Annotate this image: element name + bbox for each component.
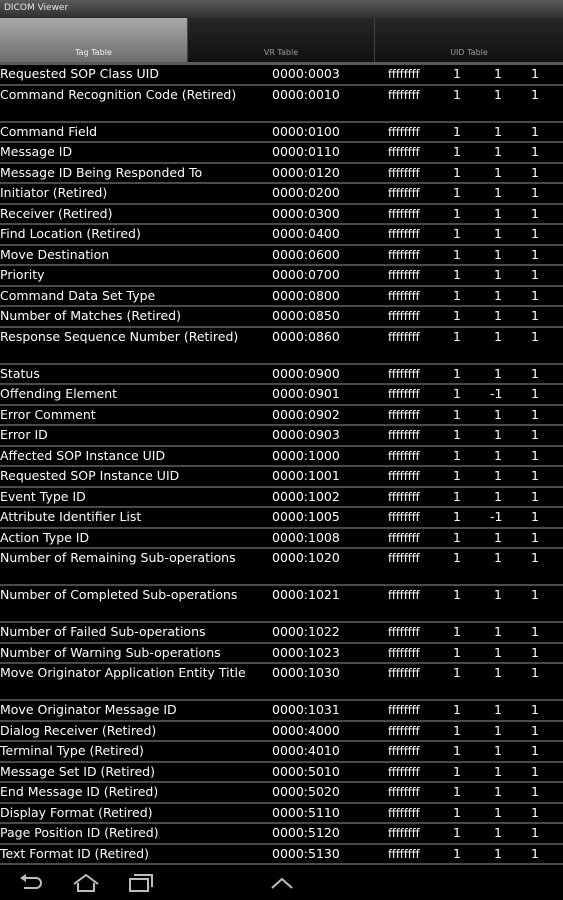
value-b: 1: [494, 86, 502, 102]
table-row[interactable]: [0, 644, 563, 665]
table-row[interactable]: [0, 225, 563, 246]
value-b: 1: [494, 246, 502, 262]
tag-number: 0000:1005: [272, 509, 340, 524]
value-b: 1: [494, 722, 502, 738]
back-icon[interactable]: [18, 874, 44, 892]
value-b: 1: [494, 406, 502, 422]
value-b: 1: [494, 66, 502, 81]
tag-mask: ffffffff: [388, 67, 420, 81]
tag-name: Move Originator Application Entity Title: [0, 665, 246, 680]
tag-name: Message ID: [0, 144, 73, 159]
value-a: 1: [453, 123, 461, 139]
value-c: 1: [531, 743, 539, 758]
tag-mask: ffffffff: [388, 489, 420, 504]
value-b: 1: [494, 743, 502, 758]
tag-number: 0000:1031: [272, 702, 340, 717]
table-row[interactable]: [0, 742, 563, 763]
tab-bar: [0, 18, 563, 65]
tag-number: 0000:5020: [272, 784, 340, 799]
value-c: 1: [531, 447, 539, 463]
table-row[interactable]: [0, 447, 563, 468]
value-a: 1: [453, 509, 461, 524]
tag-name: Error ID: [0, 427, 48, 442]
table-row[interactable]: [0, 664, 563, 701]
tag-number: 0000:1001: [272, 468, 340, 483]
value-b: 1: [494, 550, 502, 565]
value-b: 1: [494, 665, 502, 680]
tag-name: Dialog Receiver (Retired): [0, 722, 157, 738]
tab-uid-table[interactable]: UID Table: [374, 18, 563, 62]
value-a: 1: [453, 226, 461, 241]
tag-number: 0000:1022: [272, 624, 340, 639]
value-a: 1: [453, 205, 461, 221]
value-b: 1: [494, 644, 502, 660]
table-row[interactable]: [0, 722, 563, 743]
tag-name: Attribute Identifier List: [0, 509, 142, 524]
value-a: 1: [453, 308, 461, 323]
value-a: 1: [453, 267, 461, 282]
tag-number: 0000:4000: [272, 722, 340, 738]
table-row[interactable]: [0, 467, 563, 488]
tag-name: Offending Element: [0, 386, 118, 401]
recent-apps-icon[interactable]: [128, 874, 154, 892]
value-a: 1: [453, 743, 461, 758]
tag-name: Command Recognition Code (Retired): [0, 86, 237, 102]
table-row[interactable]: [0, 783, 563, 804]
tag-number: 0000:1020: [272, 550, 340, 565]
value-a: 1: [453, 644, 461, 660]
tag-name: Requested SOP Instance UID: [0, 468, 180, 483]
tag-mask: ffffffff: [388, 206, 420, 221]
value-a: 1: [453, 702, 461, 717]
table-row[interactable]: [0, 804, 563, 825]
value-c: 1: [531, 845, 539, 861]
table-row[interactable]: [0, 824, 563, 845]
tag-mask: ffffffff: [388, 227, 420, 241]
value-a: 1: [453, 624, 461, 639]
value-a: 1: [453, 722, 461, 738]
tag-number: 0000:0110: [272, 144, 340, 159]
value-a: 1: [453, 328, 461, 344]
tag-number: 0000:0902: [272, 406, 340, 422]
tag-mask: ffffffff: [388, 588, 420, 602]
tag-number: 0000:0860: [272, 328, 340, 344]
value-a: 1: [453, 406, 461, 422]
tag-number: 0000:1021: [272, 587, 340, 602]
tag-list[interactable]: [0, 65, 563, 865]
tag-name: Event Type ID: [0, 488, 86, 504]
tag-name: Command Data Set Type: [0, 287, 156, 303]
value-b: 1: [494, 287, 502, 303]
table-row[interactable]: [0, 65, 563, 86]
tag-number: 0000:1008: [272, 529, 340, 545]
tag-mask: ffffffff: [388, 666, 420, 680]
tag-number: 0000:5010: [272, 763, 340, 779]
table-row[interactable]: [0, 307, 563, 328]
home-icon[interactable]: [72, 874, 100, 892]
table-row[interactable]: [0, 701, 563, 722]
value-b: 1: [494, 164, 502, 180]
tag-mask: ffffffff: [388, 785, 420, 799]
value-b: 1: [494, 427, 502, 442]
value-b: 1: [494, 308, 502, 323]
tag-name: Error Comment: [0, 406, 96, 422]
tag-number: 0000:5110: [272, 804, 340, 820]
app-title: DICOM Viewer: [4, 3, 69, 13]
tag-name: Number of Warning Sub-operations: [0, 644, 221, 660]
value-a: 1: [453, 845, 461, 861]
value-c: 1: [531, 488, 539, 504]
tag-mask: ffffffff: [388, 764, 420, 779]
table-row[interactable]: [0, 763, 563, 784]
table-row[interactable]: [0, 205, 563, 226]
value-c: 1: [531, 427, 539, 442]
tag-mask: ffffffff: [388, 625, 420, 639]
tag-mask: ffffffff: [388, 723, 420, 738]
value-a: 1: [453, 784, 461, 799]
tag-mask: ffffffff: [388, 744, 420, 758]
value-b: 1: [494, 804, 502, 820]
value-a: 1: [453, 386, 461, 401]
tag-mask: ffffffff: [388, 387, 420, 401]
chevron-up-icon[interactable]: [270, 874, 294, 892]
value-c: 1: [531, 406, 539, 422]
tag-number: 0000:0903: [272, 427, 340, 442]
table-row[interactable]: [0, 529, 563, 550]
value-b: 1: [494, 205, 502, 221]
value-c: 1: [531, 66, 539, 81]
tag-mask: ffffffff: [388, 288, 420, 303]
tag-number: 0000:0300: [272, 205, 340, 221]
value-c: 1: [531, 287, 539, 303]
tag-mask: ffffffff: [388, 87, 420, 102]
tag-mask: ffffffff: [388, 530, 420, 545]
tag-mask: ffffffff: [388, 366, 420, 381]
tag-number: 0000:0800: [272, 287, 340, 303]
tag-name: Affected SOP Instance UID: [0, 447, 166, 463]
value-b: 1: [494, 365, 502, 381]
value-c: 1: [531, 386, 539, 401]
value-a: 1: [453, 804, 461, 820]
value-b: 1: [494, 468, 502, 483]
value-c: 1: [531, 529, 539, 545]
tag-name: Move Destination: [0, 246, 110, 262]
value-c: 1: [531, 308, 539, 323]
value-b: 1: [494, 226, 502, 241]
table-row[interactable]: [0, 623, 563, 644]
tag-number: 0000:0003: [272, 66, 340, 81]
table-row[interactable]: [0, 488, 563, 509]
value-a: 1: [453, 164, 461, 180]
value-b: 1: [494, 328, 502, 344]
tag-mask: ffffffff: [388, 826, 420, 840]
tag-number: 0000:0900: [272, 365, 340, 381]
tag-mask: ffffffff: [388, 407, 420, 422]
value-a: 1: [453, 365, 461, 381]
table-row[interactable]: [0, 508, 563, 529]
value-c: 1: [531, 509, 539, 524]
value-c: 1: [531, 144, 539, 159]
table-row[interactable]: [0, 143, 563, 164]
tag-number: 0000:0120: [272, 164, 340, 180]
value-b: 1: [494, 624, 502, 639]
value-a: 1: [453, 287, 461, 303]
tag-mask: ffffffff: [388, 329, 420, 344]
value-b: 1: [494, 587, 502, 602]
table-row[interactable]: [0, 845, 563, 866]
table-row[interactable]: [0, 123, 563, 144]
value-c: 1: [531, 624, 539, 639]
value-a: 1: [453, 86, 461, 102]
table-row[interactable]: [0, 164, 563, 185]
tag-number: 0000:1002: [272, 488, 340, 504]
value-b: 1: [494, 447, 502, 463]
tag-name: Number of Remaining Sub-operations: [0, 550, 236, 565]
tag-name: Move Originator Message ID: [0, 702, 177, 717]
value-a: 1: [453, 468, 461, 483]
value-b: 1: [494, 825, 502, 840]
value-c: 1: [531, 550, 539, 565]
value-c: 1: [531, 365, 539, 381]
tag-mask: ffffffff: [388, 510, 420, 524]
table-row[interactable]: [0, 586, 563, 623]
table-row[interactable]: [0, 365, 563, 386]
tag-mask: ffffffff: [388, 268, 420, 282]
tag-mask: ffffffff: [388, 805, 420, 820]
tag-mask: ffffffff: [388, 846, 420, 861]
value-c: 1: [531, 825, 539, 840]
value-c: 1: [531, 468, 539, 483]
value-a: 1: [453, 427, 461, 442]
tag-number: 0000:0100: [272, 123, 340, 139]
tag-name: Command Field: [0, 123, 98, 139]
value-a: 1: [453, 66, 461, 81]
tag-name: Display Format (Retired): [0, 804, 153, 820]
value-a: 1: [453, 587, 461, 602]
tag-name: Status: [0, 365, 40, 381]
tag-name: Find Location (Retired): [0, 226, 141, 241]
tag-name: Number of Matches (Retired): [0, 308, 181, 323]
table-row[interactable]: [0, 184, 563, 205]
value-c: 1: [531, 123, 539, 139]
tag-name: End Message ID (Retired): [0, 784, 159, 799]
tag-name: Priority: [0, 267, 45, 282]
tag-name: Text Format ID (Retired): [0, 845, 149, 861]
tag-number: 0000:0850: [272, 308, 340, 323]
value-c: 1: [531, 702, 539, 717]
value-a: 1: [453, 763, 461, 779]
tag-mask: ffffffff: [388, 551, 420, 565]
value-a: 1: [453, 185, 461, 200]
tag-mask: ffffffff: [388, 247, 420, 262]
value-b: 1: [494, 845, 502, 861]
tag-mask: ffffffff: [388, 428, 420, 442]
tag-name: Action Type ID: [0, 529, 90, 545]
table-row[interactable]: [0, 246, 563, 267]
tag-mask: ffffffff: [388, 309, 420, 323]
value-c: 1: [531, 722, 539, 738]
value-a: 1: [453, 529, 461, 545]
value-b: 1: [494, 267, 502, 282]
tag-mask: ffffffff: [388, 124, 420, 139]
tag-mask: ffffffff: [388, 165, 420, 180]
table-row[interactable]: [0, 287, 563, 308]
tag-mask: ffffffff: [388, 645, 420, 660]
value-c: 1: [531, 164, 539, 180]
value-c: 1: [531, 328, 539, 344]
value-c: 1: [531, 246, 539, 262]
tag-name: Requested SOP Class UID: [0, 66, 159, 81]
tag-number: 0000:5130: [272, 845, 340, 861]
tag-name: Initiator (Retired): [0, 185, 108, 200]
value-b: 1: [494, 488, 502, 504]
table-row[interactable]: [0, 328, 563, 365]
value-b: 1: [494, 763, 502, 779]
tag-number: 0000:0010: [272, 86, 340, 102]
tag-name: Terminal Type (Retired): [0, 743, 144, 758]
value-a: 1: [453, 246, 461, 262]
value-c: 1: [531, 185, 539, 200]
tag-mask: ffffffff: [388, 145, 420, 159]
tag-name: Receiver (Retired): [0, 205, 113, 221]
navigation-bar: [0, 866, 563, 900]
value-c: 1: [531, 86, 539, 102]
value-b: -1: [490, 386, 503, 401]
value-c: 1: [531, 205, 539, 221]
tag-name: Number of Completed Sub-operations: [0, 587, 238, 602]
tag-number: 0000:4010: [272, 743, 340, 758]
value-a: 1: [453, 825, 461, 840]
value-b: 1: [494, 144, 502, 159]
tag-name: Number of Failed Sub-operations: [0, 624, 206, 639]
value-b: 1: [494, 702, 502, 717]
tag-number: 0000:0200: [272, 185, 340, 200]
tag-name: Message Set ID (Retired): [0, 763, 155, 779]
value-a: 1: [453, 447, 461, 463]
tab-vr-table[interactable]: VR Table: [187, 18, 374, 62]
value-c: 1: [531, 804, 539, 820]
value-a: 1: [453, 144, 461, 159]
tag-number: 0000:1030: [272, 665, 340, 680]
value-b: 1: [494, 123, 502, 139]
value-c: 1: [531, 226, 539, 241]
tag-number: 0000:0600: [272, 246, 340, 262]
value-c: 1: [531, 587, 539, 602]
value-c: 1: [531, 644, 539, 660]
table-row[interactable]: [0, 549, 563, 586]
value-a: 1: [453, 550, 461, 565]
tag-number: 0000:1023: [272, 644, 340, 660]
tag-number: 0000:1000: [272, 447, 340, 463]
table-row[interactable]: [0, 406, 563, 427]
tag-number: 0000:5120: [272, 825, 340, 840]
table-row[interactable]: [0, 385, 563, 406]
table-row[interactable]: [0, 86, 563, 123]
tag-mask: ffffffff: [388, 448, 420, 463]
value-a: 1: [453, 665, 461, 680]
value-a: 1: [453, 488, 461, 504]
tag-number: 0000:0901: [272, 386, 340, 401]
value-c: 1: [531, 665, 539, 680]
tag-mask: ffffffff: [388, 703, 420, 717]
table-row[interactable]: [0, 426, 563, 447]
value-b: 1: [494, 529, 502, 545]
value-c: 1: [531, 267, 539, 282]
tag-number: 0000:0700: [272, 267, 340, 282]
tag-number: 0000:0400: [272, 226, 340, 241]
tab-tag-table[interactable]: Tag Table: [0, 18, 187, 62]
value-b: 1: [494, 784, 502, 799]
value-c: 1: [531, 784, 539, 799]
tag-name: Page Position ID (Retired): [0, 825, 159, 840]
tag-mask: ffffffff: [388, 186, 420, 200]
table-row[interactable]: [0, 266, 563, 287]
value-b: -1: [490, 509, 503, 524]
value-c: 1: [531, 763, 539, 779]
tag-name: Response Sequence Number (Retired): [0, 328, 239, 344]
title-bar: [0, 0, 563, 18]
tag-mask: ffffffff: [388, 469, 420, 483]
tag-name: Message ID Being Responded To: [0, 164, 203, 180]
value-b: 1: [494, 185, 502, 200]
